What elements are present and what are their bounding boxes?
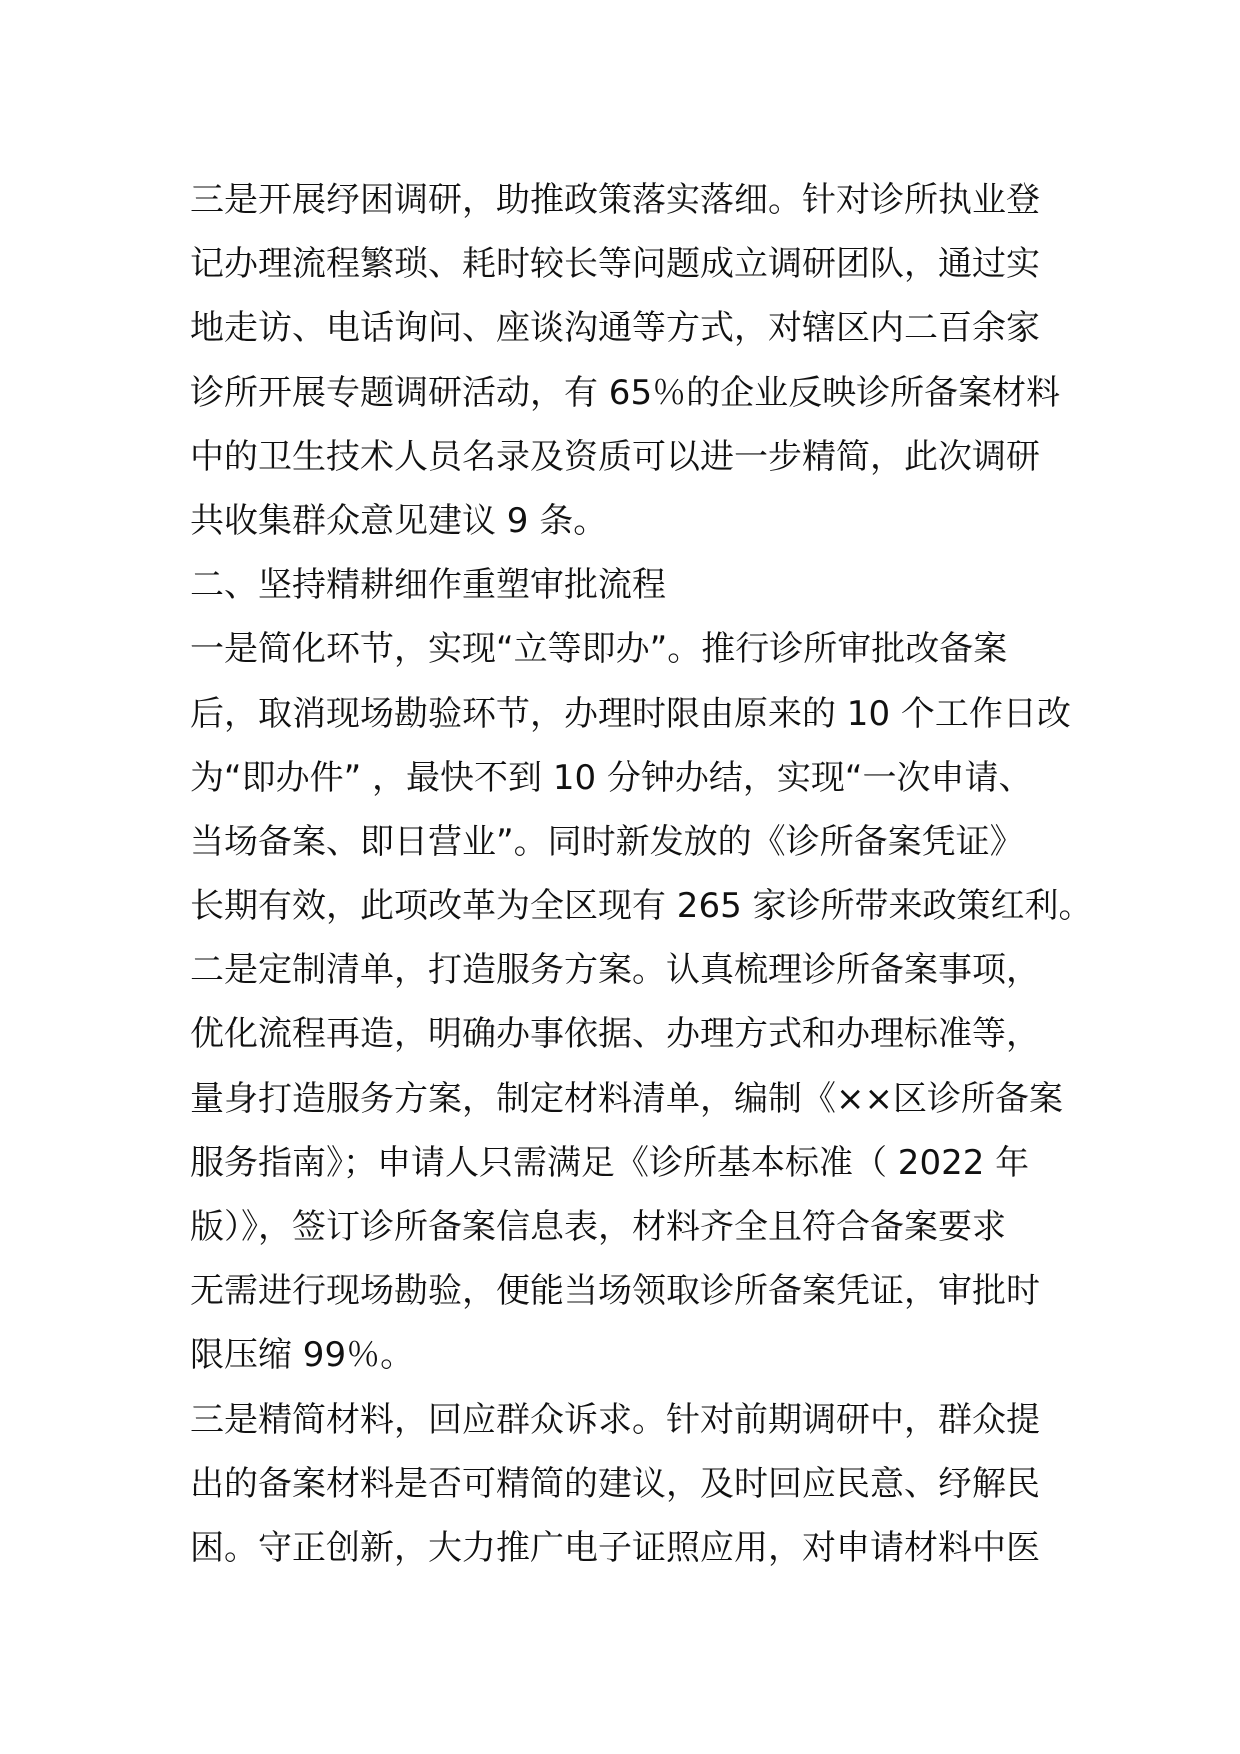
text-line: 二是定制清单，打造服务方案。认真梳理诊所备案事项， [190, 950, 1040, 991]
text-line: 三是精简材料，回应群众诉求。针对前期调研中，群众提 [190, 1399, 1040, 1440]
text-line: 地走访、电话询问、座谈沟通等方式，对辖区内二百余家 [190, 308, 1040, 349]
text-line: 当场备案、即日营业”。同时新发放的《诊所备案凭证》 [190, 821, 1024, 862]
text-line: 一是简化环节，实现“立等即办”。推行诊所审批改备案 [190, 629, 1008, 670]
text-line: 无需进行现场勘验，便能当场领取诊所备案凭证，审批时 [190, 1271, 1040, 1312]
text-line: 出的备案材料是否可精简的建议，及时回应民意、纾解民 [190, 1463, 1040, 1504]
body-text [190, 168, 1093, 1580]
text-line: 三是开展纾困调研，助推政策落实落细。针对诊所执业登 [190, 180, 1040, 220]
text-line: 为“即办件” ，最快不到 10 分钟办结，实现“一次申请、 [190, 757, 1033, 798]
text-line: 服务指南》；申请人只需满足《诊所基本标准（ 2022 年 [190, 1142, 1030, 1183]
text-line: 限压缩 99％。 [190, 1335, 415, 1376]
text-line: 记办理流程繁琐、耗时较长等问题成立调研团队，通过实 [190, 244, 1040, 285]
text-line: 共收集群众意见建议 9 条。 [190, 500, 608, 541]
text-line: 困。守正创新，大力推广电子证照应用，对申请材料中医 [190, 1527, 1040, 1568]
text-line: 量身打造服务方案，制定材料清单，编制《××区诊所备案 [190, 1078, 1063, 1119]
text-line: 版）》，签订诊所备案信息表，材料齐全且符合备案要求 [190, 1207, 1006, 1247]
section-heading: 二、坚持精耕细作重塑审批流程 [190, 565, 666, 606]
text-line: 诊所开展专题调研活动，有 65％的企业反映诊所备案材料 [190, 372, 1061, 413]
text-line: 中的卫生技术人员名录及资质可以进一步精简，此次调研 [190, 436, 1040, 477]
text-line: 后，取消现场勘验环节，办理时限由原来的 10 个工作日改 [190, 693, 1071, 734]
text-line: 优化流程再造，明确办事依据、办理方式和办理标准等， [190, 1014, 1040, 1055]
text-line: 长期有效，此项改革为全区现有 265 家诊所带来政策红利。 [190, 886, 1093, 927]
